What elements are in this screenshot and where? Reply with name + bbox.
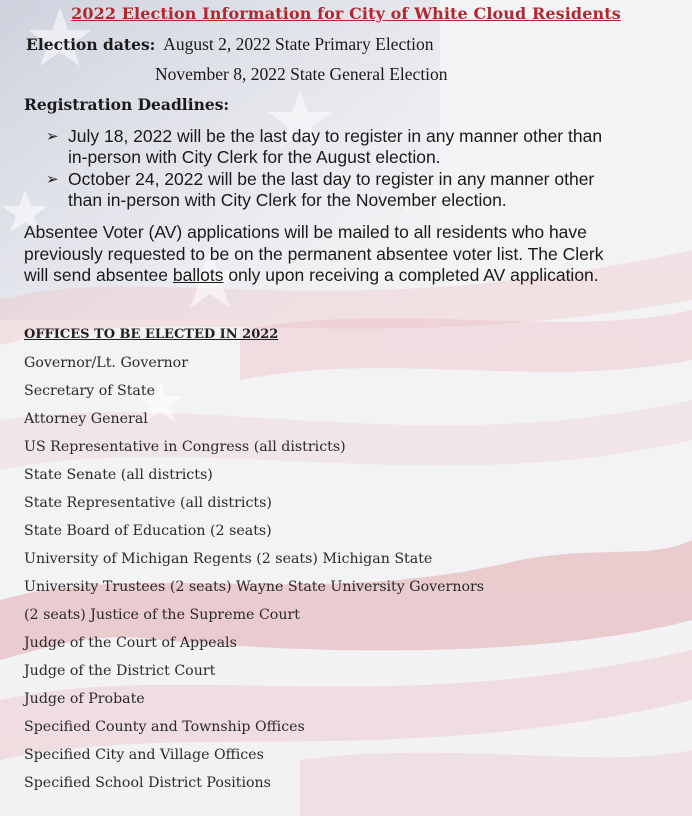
deadline-bullet-2-line2: than in-person with City Clerk for the November election. <box>68 190 507 210</box>
primary-election-date: August 2, 2022 State Primary Election <box>163 34 434 54</box>
registration-deadlines-heading: Registration Deadlines: <box>24 95 230 114</box>
page-title: 2022 Election Information for City of White Cloud Residents <box>71 4 621 23</box>
office-item: US Representative in Congress (all districts) <box>24 439 346 455</box>
deadline-bullet-2-line1: October 24, 2022 will be the last day to register in any manner other <box>68 169 595 189</box>
election-dates-primary-line <box>26 34 433 55</box>
absentee-line-1: Absentee Voter (AV) applications will be mailed to all residents who have <box>24 222 587 242</box>
office-item: Governor/Lt. Governor <box>24 355 188 371</box>
office-item: State Representative (all districts) <box>24 495 272 511</box>
deadline-bullet-1-line2: in-person with City Clerk for the August election. <box>68 147 441 167</box>
office-item: Specified City and Village Offices <box>24 747 264 763</box>
absentee-line-3 <box>24 265 674 287</box>
office-item: Judge of the Court of Appeals <box>24 635 237 651</box>
general-election-date: November 8, 2022 State General Election <box>155 64 448 84</box>
ballots-underlined: ballots <box>172 265 224 285</box>
office-item: Attorney General <box>24 411 148 427</box>
absentee-voter-paragraph <box>24 222 674 287</box>
office-item: Specified School District Positions <box>24 775 271 791</box>
deadline-bullet-1-line1: July 18, 2022 will be the last day to register in any manner other than <box>68 126 603 146</box>
office-item: University of Michigan Regents (2 seats) Michigan State <box>24 551 433 567</box>
office-item: State Board of Education (2 seats) <box>24 523 272 539</box>
office-item: Specified County and Township Offices <box>24 719 305 735</box>
absentee-line-3-end: only upon receiving a completed AV application. <box>223 265 599 285</box>
absentee-line-2: previously requested to be on the permanent absentee voter list. The Clerk <box>24 243 604 264</box>
office-item: State Senate (all districts) <box>24 467 213 483</box>
absentee-line-3-start: will send absentee <box>24 265 173 285</box>
arrow-bullet-icon: ➢ <box>46 128 59 145</box>
office-item: Secretary of State <box>24 383 155 399</box>
election-dates-label: Election dates: <box>26 35 156 54</box>
office-item: (2 seats) Justice of the Supreme Court <box>24 607 300 623</box>
offices-heading: OFFICES TO BE ELECTED IN 2022 <box>24 327 279 342</box>
office-item: Judge of Probate <box>24 691 145 707</box>
arrow-bullet-icon: ➢ <box>46 171 59 188</box>
office-item: Judge of the District Court <box>24 663 216 679</box>
office-item: University Trustees (2 seats) Wayne State University Governors <box>24 579 485 595</box>
